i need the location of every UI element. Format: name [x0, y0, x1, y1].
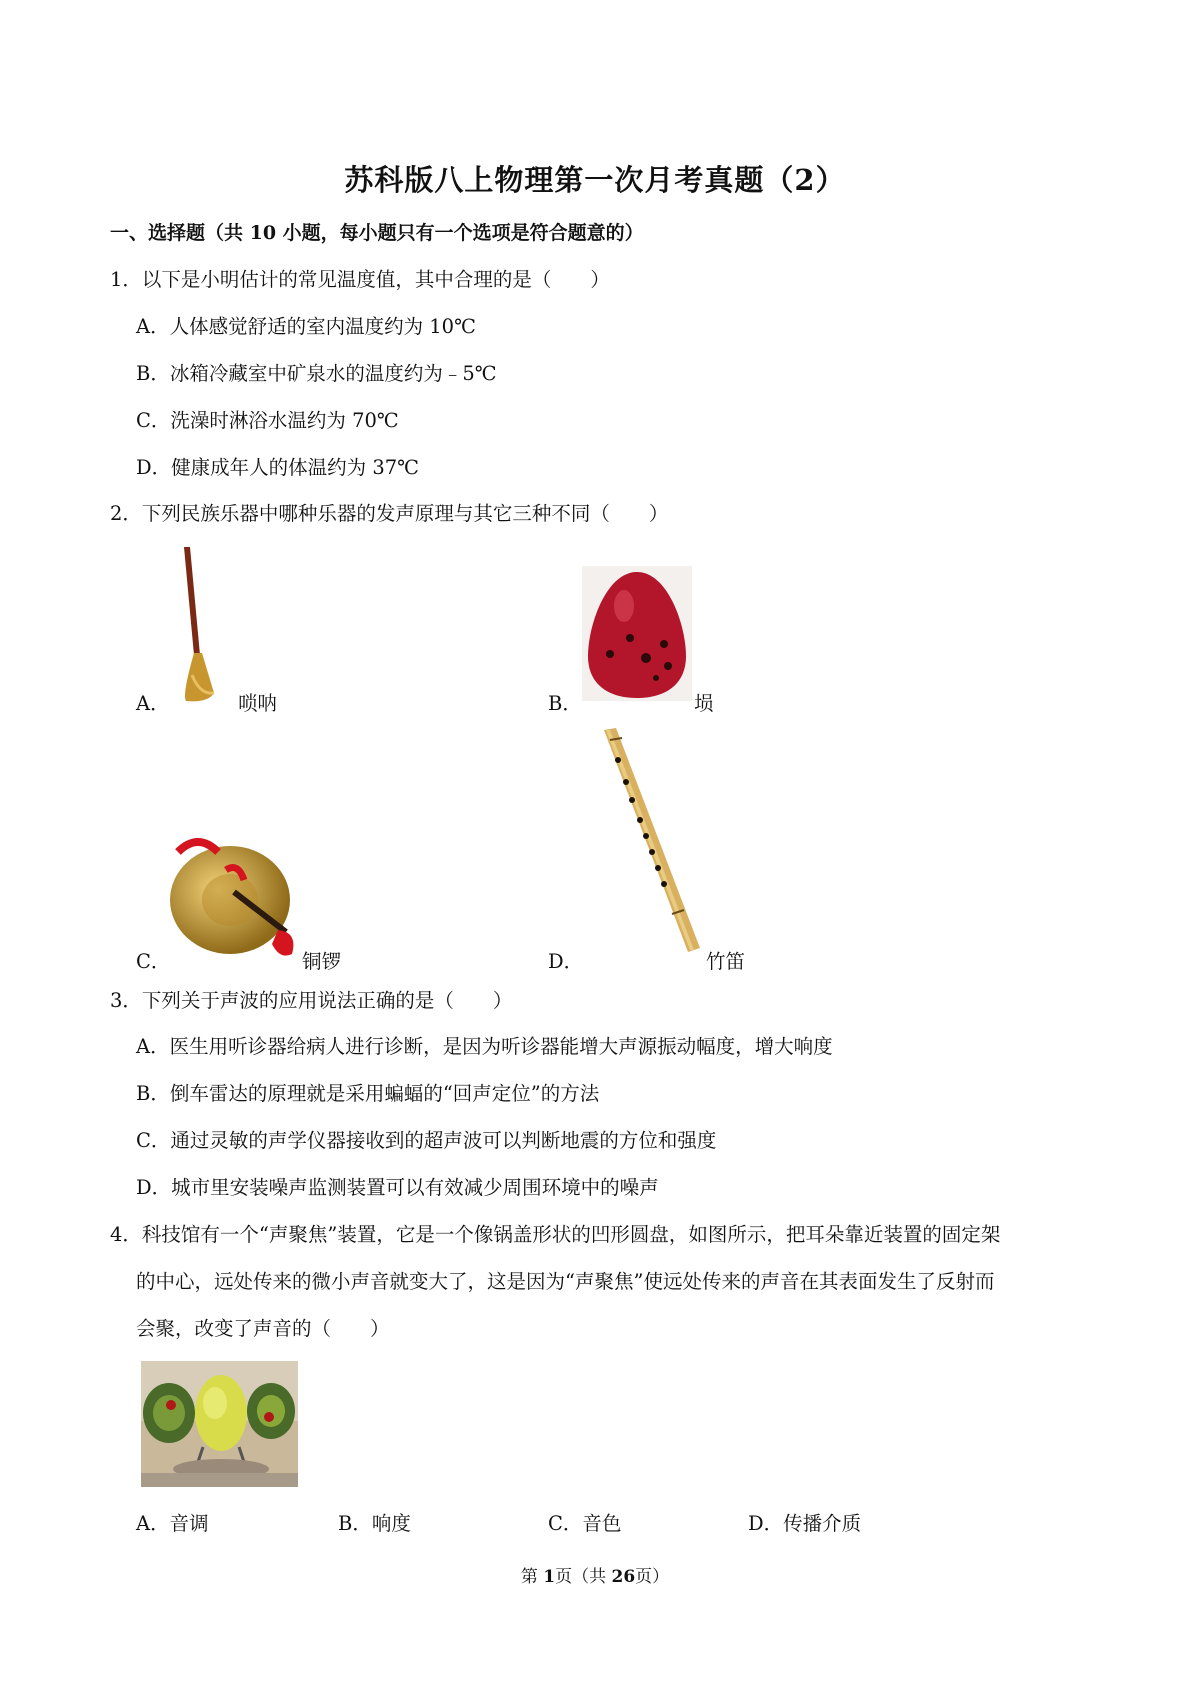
question-4-option-d: D．传播介质: [748, 1512, 862, 1535]
question-4-stem-line-3: 会聚，改变了声音的（ ）: [136, 1317, 390, 1340]
option-a-letter: A．: [136, 692, 170, 715]
suona-image: [180, 545, 240, 705]
question-4-option-c: C．音色: [548, 1512, 622, 1535]
option-c-name: 铜锣: [302, 950, 342, 973]
question-1-option-b: B．冰箱冷藏室中矿泉水的温度约为﹣5℃: [136, 362, 497, 385]
option-b-letter: B．: [548, 692, 582, 715]
page-title: 苏科版八上物理第一次月考真题（2）: [344, 163, 846, 197]
question-1-option-a: A．人体感觉舒适的室内温度约为 10℃: [136, 315, 476, 338]
option-a-name: 唢呐: [238, 692, 278, 715]
flute-image: [596, 726, 706, 954]
question-3-option-a: A．医生用听诊器给病人进行诊断，是因为听诊器能增大声源振动幅度，增大响度: [136, 1035, 833, 1058]
question-4-stem-line-1: 4．科技馆有一个“声聚焦”装置，它是一个像锅盖形状的凹形圆盘，如图所示，把耳朵靠近装置的固定架: [110, 1223, 1001, 1246]
option-d-letter: D．: [548, 950, 584, 973]
question-4-stem-line-2: 的中心，远处传来的微小声音就变大了，这是因为“声聚焦”使远处传来的声音在其表面发生了反射而: [136, 1270, 995, 1293]
xun-image: [582, 566, 692, 701]
question-4-option-b: B．响度: [338, 1512, 411, 1535]
question-3-option-b: B．倒车雷达的原理就是采用蝙蝠的“回声定位”的方法: [136, 1082, 600, 1105]
question-1-option-d: D．健康成年人的体温约为 37℃: [136, 456, 419, 479]
page-footer: [0, 1562, 1190, 1587]
sound-focus-image: [141, 1361, 298, 1487]
question-3-option-d: D．城市里安装噪声监测装置可以有效减少周围环境中的噪声: [136, 1176, 659, 1199]
footer-suffix: 页）: [635, 1567, 670, 1587]
question-2-stem: 2．下列民族乐器中哪种乐器的发声原理与其它三种不同（ ）: [110, 502, 669, 525]
footer-total-pages: 26: [611, 1567, 636, 1587]
question-3-option-c: C．通过灵敏的声学仪器接收到的超声波可以判断地震的方位和强度: [136, 1129, 717, 1152]
question-3-stem: 3．下列关于声波的应用说法正确的是（ ）: [110, 989, 513, 1012]
footer-page-number: 1: [543, 1567, 556, 1587]
question-4-option-a: A．音调: [136, 1512, 209, 1535]
gong-image: [168, 832, 308, 962]
question-1-option-c: C．洗澡时淋浴水温约为 70℃: [136, 409, 399, 432]
footer-prefix: 第: [520, 1567, 544, 1587]
section-heading: 一、选择题（共 10 小题，每小题只有一个选项是符合题意的）: [110, 222, 644, 244]
question-1-stem: 1．以下是小明估计的常见温度值，其中合理的是（ ）: [110, 268, 610, 291]
option-c-letter: C．: [136, 950, 171, 973]
option-b-name: 埙: [694, 692, 714, 715]
option-d-name: 竹笛: [706, 950, 746, 973]
footer-middle: 页（共: [555, 1567, 612, 1587]
